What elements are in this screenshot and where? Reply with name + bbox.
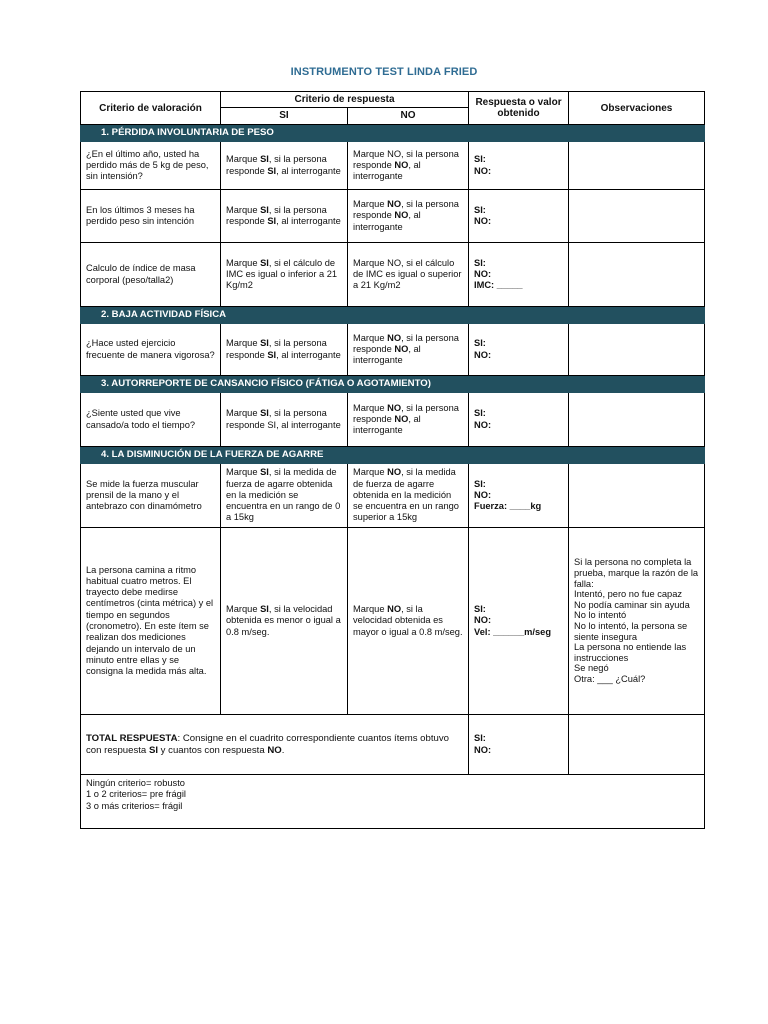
si-text: SI: [260, 408, 269, 419]
no-text: , si la velocidad obtenida es mayor o igual a 0.8 m/seg.: [353, 604, 463, 637]
response-field-label: Fuerza: ____kg: [474, 501, 542, 512]
header-criterio-valoracion: Criterio de valoración: [81, 92, 221, 125]
no-text: Marque: [353, 402, 388, 413]
response-field-label: Vel: ______m/seg: [474, 626, 552, 637]
si-text: Marque: [226, 154, 261, 165]
si-text: SI: [267, 216, 277, 226]
observacion-item: No lo intentó: [574, 610, 627, 621]
si-text: SI: [260, 604, 269, 615]
criteria-row: [81, 528, 705, 715]
criterio-cell: ¿En el último año, usted ha perdido más de 5 kg de peso, sin intensión?: [81, 142, 221, 190]
no-text: NO: [394, 413, 409, 424]
criterio-cell: Calculo de índice de masa corporal (peso/talla2): [81, 243, 221, 307]
observaciones-cell: [569, 142, 705, 190]
section-title: 2. BAJA ACTIVIDAD FÍSICA: [81, 307, 705, 324]
criterio-cell: En los últimos 3 meses ha perdido peso sin intención: [81, 190, 221, 243]
total-response-cell: [469, 715, 569, 775]
si-text: , si el cálculo de IMC es igual o inferior a 21 Kg/m2: [226, 257, 338, 291]
response-cell: [469, 190, 569, 243]
observacion-item: No podía caminar sin ayuda: [574, 599, 690, 610]
header-si: SI: [221, 108, 348, 125]
no-cell: [348, 464, 469, 528]
si-text: SI: [267, 349, 277, 360]
observacion-item: La persona no entiende las instrucciones: [574, 642, 687, 663]
no-text: , si la persona responde: [353, 332, 459, 354]
classification-line: Ningún criterio= robusto: [86, 778, 185, 788]
no-text: Marque NO, si la persona responde: [353, 148, 459, 170]
no-text: Marque: [353, 604, 388, 615]
si-cell: [221, 528, 348, 715]
observacion-item: Otra: ___ ¿Cuál?: [574, 673, 646, 684]
no-text: NO: [394, 210, 409, 221]
document-title: INSTRUMENTO TEST LINDA FRIED: [290, 66, 478, 78]
header-no: NO: [348, 108, 469, 125]
si-text: SI: [267, 165, 277, 176]
si-text: Marque: [226, 338, 261, 349]
si-cell: [221, 243, 348, 307]
si-text: , al interrogante: [276, 165, 341, 176]
response-field-label: SI:: [474, 478, 486, 489]
observaciones-cell: [569, 528, 705, 715]
observacion-item: No lo intentó, la persona se siente insegura: [574, 621, 688, 642]
total-cell: [81, 715, 469, 775]
no-cell: [348, 324, 469, 376]
no-text: NO: [394, 159, 409, 170]
si-cell: [221, 324, 348, 376]
observacion-item: Intentó, pero no fue capaz: [574, 589, 683, 600]
section-header: [81, 447, 705, 464]
response-cell: [469, 393, 569, 447]
section-header: [81, 125, 705, 142]
observacion-item: Se negó: [574, 663, 609, 674]
si-text: SI: [260, 257, 269, 268]
criteria-row: [81, 190, 705, 243]
si-cell: [221, 190, 348, 243]
total-text: NO: [267, 744, 282, 756]
response-cell: [469, 142, 569, 190]
response-field-label: IMC: _____: [474, 280, 523, 291]
si-cell: [221, 464, 348, 528]
criteria-row: [81, 243, 705, 307]
no-text: NO: [387, 402, 402, 413]
response-field-label: NO:: [474, 268, 492, 279]
no-cell: [348, 243, 469, 307]
total-text: .: [281, 744, 285, 756]
no-cell: [348, 190, 469, 243]
si-text: , si la velocidad obtenida es menor o igual a 0.8 m/seg.: [226, 604, 341, 637]
total-text: SI: [148, 744, 159, 756]
header-observaciones: Observaciones: [569, 92, 705, 125]
si-cell: [221, 393, 348, 447]
no-text: NO: [394, 343, 409, 354]
fried-test-table: [80, 91, 705, 829]
response-field-label: NO:: [474, 216, 492, 226]
no-text: NO: [387, 199, 402, 210]
response-field-label: SI:: [474, 204, 486, 215]
criterio-cell: Se mide la fuerza muscular prensil de la mano y el antebrazo con dinamómetro: [81, 464, 221, 528]
total-row: [81, 715, 705, 775]
response-field-label: SI:: [474, 408, 486, 419]
total-observaciones-cell: [569, 715, 705, 775]
si-text: Marque: [226, 204, 261, 215]
si-text: SI: [260, 338, 269, 349]
si-text: , si la medida de fuerza de agarre obtenida en la medición se encuentra en un rango de 0 a 15kg: [226, 467, 341, 523]
si-text: , si la persona responde SI, al interrogante: [226, 408, 341, 430]
no-text: NO: [387, 332, 402, 343]
si-text: , si la persona responde: [226, 204, 327, 226]
response-field-label: SI:: [474, 733, 486, 744]
no-cell: [348, 142, 469, 190]
response-cell: [469, 243, 569, 307]
criteria-row: [81, 464, 705, 528]
classification-line: 3 o más criterios= frágil: [86, 800, 183, 811]
section-header: [81, 376, 705, 393]
total-text: : Consigne en el cuadrito correspondiente cuantos ítems obtuvo con respuesta: [86, 733, 449, 756]
no-text: , al interrogante: [353, 210, 421, 232]
response-field-label: NO:: [474, 489, 492, 500]
si-text: Marque: [226, 408, 261, 419]
criteria-row: [81, 142, 705, 190]
header-criterio-respuesta: Criterio de respuesta: [221, 92, 469, 108]
response-cell: [469, 324, 569, 376]
observaciones-cell: [569, 190, 705, 243]
total-text: y cuantos con respuesta: [158, 744, 268, 756]
response-field-label: NO:: [474, 165, 492, 176]
criteria-row: [81, 324, 705, 376]
observaciones-cell: [569, 243, 705, 307]
criterio-cell: ¿Hace usted ejercicio frecuente de manera vigorosa?: [81, 324, 221, 376]
response-field-label: NO:: [474, 615, 492, 626]
section-title: 4. LA DISMINUCIÓN DE LA FUERZA DE AGARRE: [81, 447, 705, 464]
no-text: , si la persona responde: [353, 199, 459, 221]
si-text: SI: [260, 204, 269, 215]
response-field-label: SI:: [474, 257, 486, 268]
no-text: Marque: [353, 199, 388, 210]
response-field-label: NO:: [474, 419, 492, 430]
no-text: Marque: [353, 332, 388, 343]
observaciones-cell: [569, 393, 705, 447]
no-cell: [348, 393, 469, 447]
no-text: Marque: [353, 467, 388, 478]
section-header: [81, 307, 705, 324]
si-text: SI: [260, 467, 269, 478]
si-text: , si la persona responde: [226, 338, 327, 360]
response-field-label: SI:: [474, 154, 486, 165]
si-text: Marque: [226, 604, 261, 615]
si-text: , al interrogante: [276, 349, 341, 360]
si-text: SI: [260, 154, 269, 165]
si-text: , al interrogante: [276, 216, 341, 226]
no-text: NO: [387, 604, 402, 615]
si-text: , si la persona responde: [226, 154, 327, 176]
response-field-label: SI:: [474, 604, 486, 615]
si-text: Marque: [226, 467, 261, 478]
criterio-cell: La persona camina a ritmo habitual cuatro metros. El trayecto debe medirse centímetros (cinta métrica) y el tiempo en segundos (cronometro). En este ítem se realizan dos mediciones dejando un intervalo de un minuto entre ellas y se consigna la medida más alta.: [81, 528, 221, 715]
response-field-label: SI:: [474, 338, 486, 349]
criteria-row: [81, 393, 705, 447]
no-text: , al interrogante: [353, 343, 421, 366]
response-field-label: NO:: [474, 349, 492, 360]
header-respuesta-valor: Respuesta o valor obtenido: [469, 92, 569, 125]
no-text: , al interrogante: [353, 159, 421, 182]
observaciones-cell: [569, 464, 705, 528]
response-cell: [469, 464, 569, 528]
classification-row: [81, 775, 705, 829]
classification-cell: [81, 775, 705, 829]
criterio-cell: ¿Siente usted que vive cansado/a todo el tiempo?: [81, 393, 221, 447]
response-cell: [469, 528, 569, 715]
no-text: Marque NO, si el cálculo de IMC es igual o superior a 21 Kg/m2: [353, 257, 462, 291]
si-cell: [221, 142, 348, 190]
observaciones-cell: [569, 324, 705, 376]
si-text: Marque: [226, 257, 261, 268]
response-field-label: NO:: [474, 744, 492, 755]
no-text: , si la medida de fuerza de agarre obtenida en la medición se encuentra en un rango superior a 15kg: [353, 467, 459, 523]
no-text: , al interrogante: [353, 413, 421, 436]
classification-line: 1 o 2 criterios= pre frágil: [86, 789, 186, 800]
no-text: , si la persona responde: [353, 402, 459, 424]
total-text: TOTAL RESPUESTA: [86, 733, 178, 745]
no-text: NO: [387, 467, 402, 478]
no-cell: [348, 528, 469, 715]
observacion-item: Si la persona no completa la prueba, marque la razón de la falla:: [574, 557, 699, 589]
section-title: 1. PÉRDIDA INVOLUNTARIA DE PESO: [81, 125, 705, 142]
section-title: 3. AUTORREPORTE DE CANSANCIO FÍSICO (FÁTIGA O AGOTAMIENTO): [81, 376, 705, 393]
